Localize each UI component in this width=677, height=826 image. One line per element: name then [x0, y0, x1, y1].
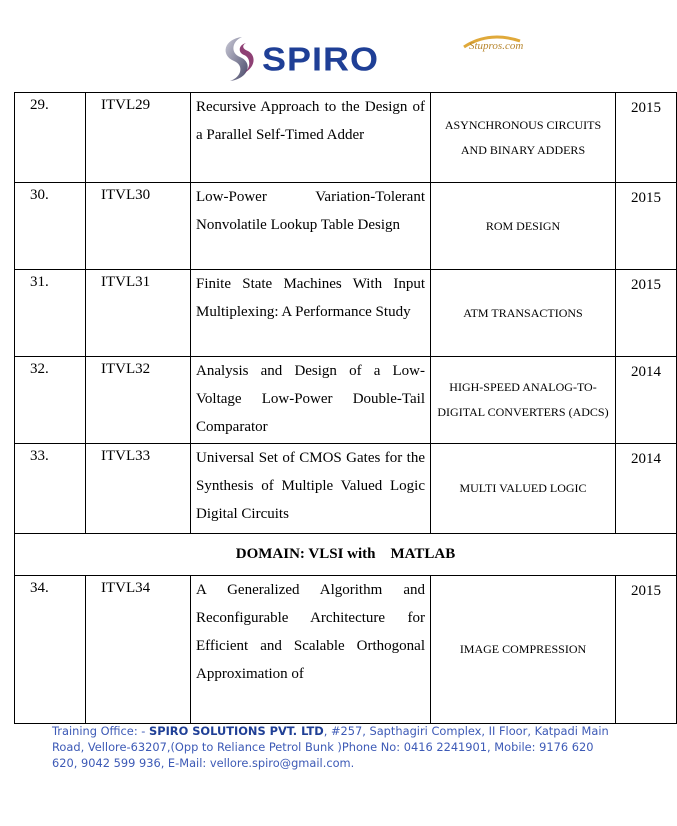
project-title: Finite State Machines With Input Multiplexing: A Performance Study: [191, 270, 431, 357]
project-domain: ROM DESIGN: [431, 183, 616, 270]
project-code: ITVL31: [86, 270, 191, 357]
project-code: ITVL32: [86, 357, 191, 444]
project-code: ITVL34: [86, 576, 191, 724]
domain-heading-text: DOMAIN: VLSI with MATLAB: [235, 546, 456, 562]
project-domain: IMAGE COMPRESSION: [431, 576, 616, 724]
project-title: Analysis and Design of a Low-Voltage Low-Power Double-Tail Comparator: [191, 357, 431, 444]
project-title: A Generalized Algorithm and Reconfigurable Architecture for Efficient and Scalable Orthogonal Approximation of: [191, 576, 431, 724]
spiro-logo: SPIRO: [262, 40, 380, 78]
project-domain: ASYNCHRONOUS CIRCUITS AND BINARY ADDERS: [431, 93, 616, 183]
project-table: [14, 92, 677, 724]
stupros-logo: Stupros.com: [469, 40, 524, 52]
table-row: [15, 183, 677, 270]
project-code: ITVL30: [86, 183, 191, 270]
page-header: [0, 0, 638, 96]
footer-contact: [52, 723, 612, 771]
table-row: [15, 444, 677, 534]
project-title: Universal Set of CMOS Gates for the Synthesis of Multiple Valued Logic Digital Circuits: [191, 444, 431, 534]
row-number: 33.: [15, 444, 86, 534]
domain-heading: [15, 534, 677, 576]
row-number: 34.: [15, 576, 86, 724]
table-row: [15, 93, 677, 183]
project-title: Low-Power Variation-Tolerant Nonvolatile Lookup Table Design: [191, 183, 431, 270]
row-number: 31.: [15, 270, 86, 357]
row-number: 32.: [15, 357, 86, 444]
spiro-swirl-icon: [212, 33, 264, 85]
project-domain: HIGH-SPEED ANALOG-TO-DIGITAL CONVERTERS (ADCS): [431, 357, 616, 444]
project-year: 2014: [616, 444, 677, 534]
project-title: Recursive Approach to the Design of a Parallel Self-Timed Adder: [191, 93, 431, 183]
row-number: 29.: [15, 93, 86, 183]
table-row: [15, 576, 677, 724]
footer-prefix: Training Office: -: [52, 724, 150, 738]
footer-company: SPIRO SOLUTIONS PVT. LTD: [149, 724, 324, 738]
project-year: 2015: [616, 183, 677, 270]
project-year: 2015: [616, 576, 677, 724]
project-domain: ATM TRANSACTIONS: [431, 270, 616, 357]
project-code: ITVL29: [86, 93, 191, 183]
row-number: 30.: [15, 183, 86, 270]
project-domain: MULTI VALUED LOGIC: [431, 444, 616, 534]
domain-heading-row: [15, 534, 677, 576]
project-year: 2015: [616, 93, 677, 183]
project-year: 2014: [616, 357, 677, 444]
table-row: [15, 270, 677, 357]
project-code: ITVL33: [86, 444, 191, 534]
table-row: [15, 357, 677, 444]
footer-address: , #257, Sapthagiri Complex, II Floor, Katpadi Main Road, Vellore-63207,(Opp to Reliance Petrol Bunk )Phone No: 0416 2241901, Mobile: 9176 620 620, 9042 599 936, E-Mail: vellore.spiro@gmail.com.: [52, 724, 609, 770]
project-year: 2015: [616, 270, 677, 357]
